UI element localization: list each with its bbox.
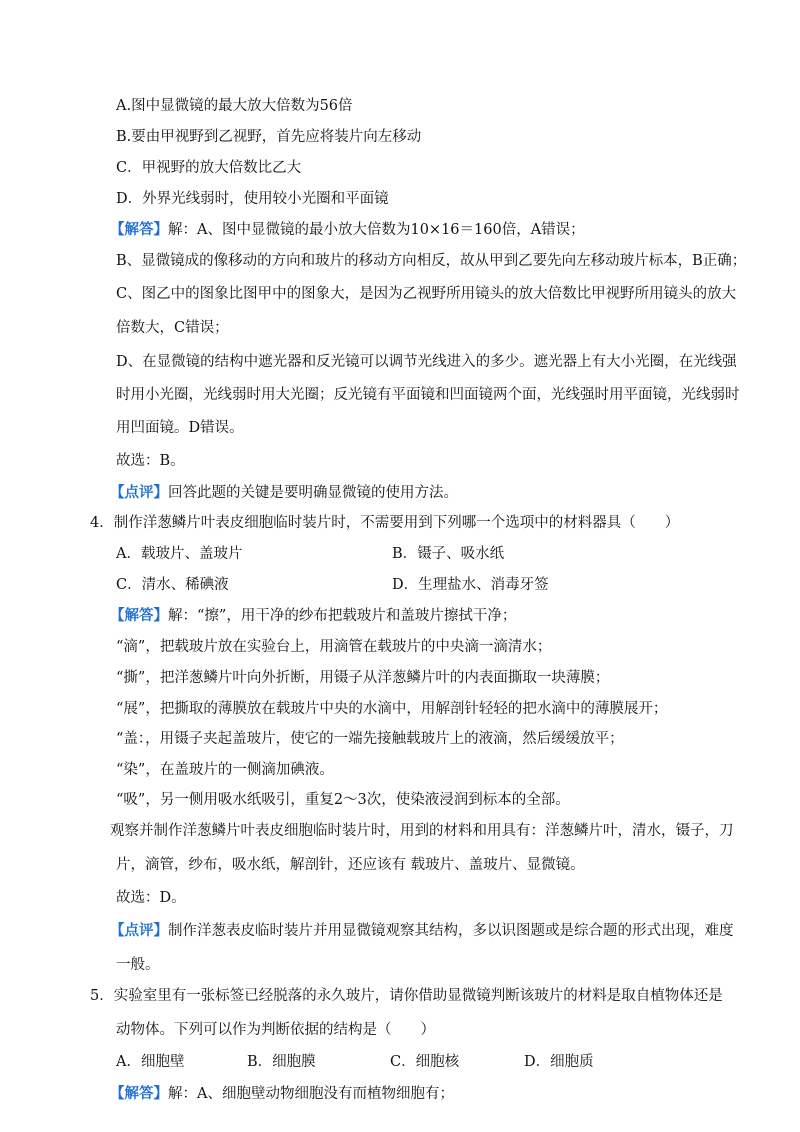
q5-answer-tag: 【解答】 <box>110 1085 168 1102</box>
q3-answer-tag: 【解答】 <box>110 221 168 238</box>
q4-answer-line-3: “撕”，把洋葱鳞片叶向外折断，用镊子从洋葱鳞片叶的内表面撕取一块薄膜； <box>116 670 610 686</box>
q3-option-d: D．外界光线弱时，使用较小光圈和平面镜 <box>116 191 389 207</box>
q4-options-row-2 <box>116 575 716 595</box>
q3-comment-tag: 【点评】 <box>110 484 168 501</box>
q3-comment-text: 回答此题的关键是要明确显微镜的使用方法。 <box>168 485 458 501</box>
q4-answer-line-7: “吸”，另一侧用吸水纸吸引，重复2～3次，使染液浸润到标本的全部。 <box>116 792 570 808</box>
q3-choice: 故选：B。 <box>116 453 185 469</box>
q4-comment-line-1 <box>110 921 734 941</box>
q3-answer-line-2: B、显微镜成的像移动的方向和玻片的移动方向相反，故从甲到乙要先向左移动玻片标本，B正确； <box>116 253 747 269</box>
q4-answer-line-9: 片，滴管，纱布，吸水纸，解剖针，还应该有 载玻片、盖玻片、显微镜。 <box>116 857 585 873</box>
q5-answer-text-1: 解：A、细胞壁动物细胞没有而植物细胞有； <box>168 1086 454 1102</box>
q4-option-c: C．清水、稀碘液 <box>116 577 229 593</box>
q5-option-a: A．细胞壁 <box>116 1054 185 1070</box>
q5-answer-line-1 <box>110 1084 454 1104</box>
q3-answer-line-7: 用凹面镜。D错误。 <box>116 420 244 436</box>
q4-answer-tag: 【解答】 <box>110 607 168 624</box>
q4-choice: 故选：D。 <box>116 890 186 906</box>
q4-comment-line-2: 一般。 <box>116 957 160 973</box>
q5-options-row <box>116 1052 716 1072</box>
q4-option-d: D．生理盐水、消毒牙签 <box>392 577 549 593</box>
q5-stem-line-1: 5．实验室里有一张标签已经脱落的永久玻片，请你借助显微镜判断该玻片的材料是取自植物体还是 <box>90 988 723 1004</box>
q3-option-a: A.图中显微镜的最大放大倍数为56倍 <box>116 98 353 114</box>
q4-answer-line-5: “盖：，用镊子夹起盖玻片，使它的一端先接触载玻片上的液滴，然后缓缓放平； <box>116 731 624 747</box>
q3-comment-line <box>110 483 458 503</box>
q4-answer-line-8: 观察并制作洋葱鳞片叶表皮细胞临时装片时，用到的材料和用具有：洋葱鳞片叶，清水，镊子，刀 <box>110 823 734 839</box>
q5-option-c: C．细胞核 <box>390 1054 460 1070</box>
q4-stem: 4．制作洋葱鳞片叶表皮细胞临时装片时，不需要用到下列哪一个选项中的材料器具（ ） <box>90 515 680 531</box>
q4-comment-text-1: 制作洋葱表皮临时装片并用显微镜观察其结构，多以识图题或是综合题的形式出现，难度 <box>168 923 734 939</box>
q3-answer-line-6: 时用小光圈，光线弱时用大光圈；反光镜有平面镜和凹面镜两个面，光线强时用平面镜，光线弱时 <box>116 387 740 403</box>
q3-answer-line-1 <box>110 220 585 240</box>
q4-option-a: A．载玻片、盖玻片 <box>116 546 243 562</box>
q4-answer-text-1: 解：“擦”，用干净的纱布把载玻片和盖玻片擦拭干净； <box>168 608 517 624</box>
q4-option-b: B．镊子、吸水纸 <box>392 546 505 562</box>
q5-stem-line-2: 动物体。下列可以作为判断依据的结构是（ ） <box>116 1022 435 1038</box>
q4-comment-tag: 【点评】 <box>110 922 168 939</box>
q3-answer-line-5: D、在显微镜的结构中遮光器和反光镜可以调节光线进入的多少。遮光器上有大小光圈，在光线强 <box>116 354 737 370</box>
q4-answer-line-1 <box>110 606 516 626</box>
q3-answer-text-1: 解：A、图中显微镜的最小放大倍数为10×16＝160倍，A错误； <box>168 222 585 238</box>
q4-answer-line-2: “滴”，把载玻片放在实验台上，用滴管在载玻片的中央滴一滴清水； <box>116 639 552 655</box>
q3-option-b: B.要由甲视野到乙视野，首先应将装片向左移动 <box>116 129 422 145</box>
q4-answer-line-4: “展”，把撕取的薄膜放在载玻片中央的水滴中，用解剖针轻轻的把水滴中的薄膜展开； <box>116 701 668 717</box>
q3-answer-line-4: 倍数大，C错误； <box>116 320 229 336</box>
q3-option-c: C．甲视野的放大倍数比乙大 <box>116 160 302 176</box>
q4-answer-line-6: “染”，在盖玻片的一侧滴加碘液。 <box>116 762 334 778</box>
q3-answer-line-3: C、图乙中的图象比图甲中的图象大，是因为乙视野所用镜头的放大倍数比甲视野所用镜头的放大 <box>116 286 737 302</box>
q5-option-b: B．细胞膜 <box>247 1054 316 1070</box>
q5-option-d: D．细胞质 <box>524 1054 594 1070</box>
q4-options-row-1 <box>116 544 716 564</box>
